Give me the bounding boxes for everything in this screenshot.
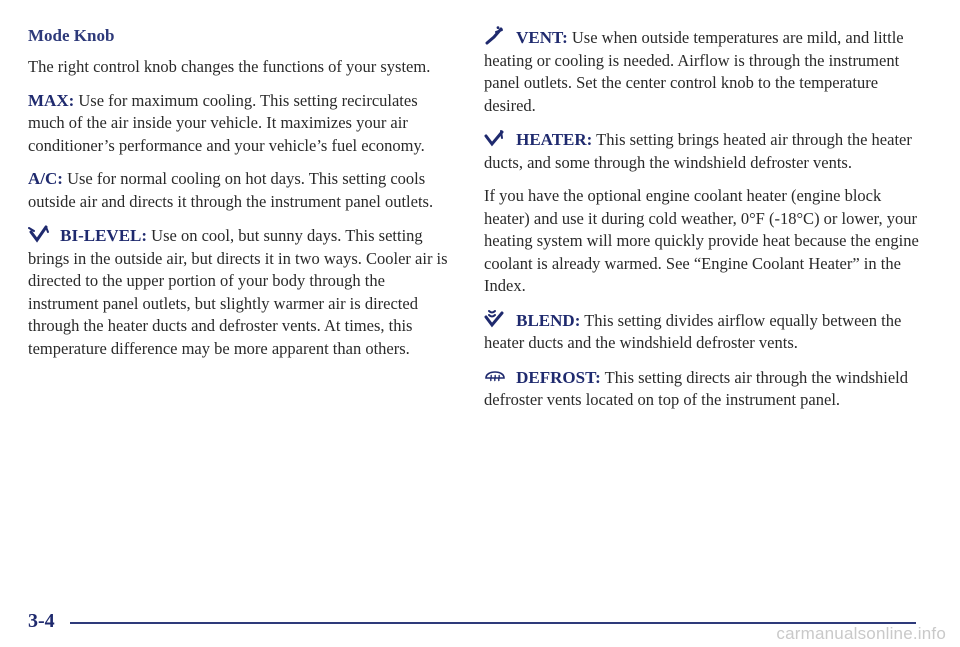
heater-paragraph [484, 128, 920, 174]
ac-text: Use for normal cooling on hot days. This setting cools outside air and directs it through the instrument panel outlets. [28, 169, 434, 211]
bilevel-term: BI-LEVEL: [60, 226, 148, 245]
right-column [484, 26, 920, 423]
heater-text: This setting brings heated air through the heater ducts, and some through the windshield defroster vents. [484, 130, 912, 172]
bilevel-paragraph [28, 224, 454, 360]
section-heading: Mode Knob [28, 26, 115, 45]
left-column [28, 26, 454, 371]
vent-airflow-icon [484, 26, 506, 46]
defrost-text: This setting directs air through the windshield defroster vents located on top of the instrument panel. [484, 367, 909, 409]
blend-term: BLEND: [516, 310, 581, 330]
ac-paragraph [28, 168, 454, 213]
max-term: MAX: [28, 90, 75, 110]
blend-paragraph [484, 309, 920, 355]
page-number: 3-4 [28, 610, 55, 632]
vent-text: Use when outside temperatures are mild, and little heating or cooling is needed. Airflow is through the instrument panel outlets. Set the center control knob to the temperature desired. [484, 28, 904, 115]
watermark: carmanualsonline.info [776, 624, 946, 643]
coolant-paragraph: If you have the optional engine coolant heater (engine block heater) and use it during cold weather, 0°F (-18°C) or lower, your heating system will more quickly provide heat because the engine coolant is already warmed. See “Engine Coolant Heater” in the Index. [484, 186, 919, 295]
intro-paragraph: The right control knob changes the functions of your system. [28, 57, 431, 76]
heater-airflow-icon [484, 128, 506, 148]
max-text: Use for maximum cooling. This setting recirculates much of the air inside your vehicle. It maximizes your air conditioner’s performance and your vehicle’s fuel economy. [28, 90, 425, 155]
defrost-paragraph [484, 366, 920, 412]
bilevel-text: Use on cool, but sunny days. This setting brings in the outside air, but directs it in two ways. Cooler air is directed to the upper portion of your body through the instrument panel outlets, but slightly warmer air is directed through the heater ducts and defroster vents. At times, this temperature difference may be more apparent than others. [28, 226, 448, 358]
ac-term: A/C: [28, 169, 63, 188]
blend-airflow-icon [484, 309, 506, 329]
bi-level-airflow-icon [28, 224, 50, 244]
vent-term: VENT: [516, 28, 568, 47]
defrost-icon [484, 366, 506, 386]
defrost-term: DEFROST: [516, 367, 601, 387]
heater-term: HEATER: [516, 130, 593, 149]
max-paragraph [28, 90, 454, 158]
blend-text: This setting divides airflow equally between the heater ducts and the windshield defroster vents. [484, 310, 902, 352]
vent-paragraph [484, 26, 920, 117]
